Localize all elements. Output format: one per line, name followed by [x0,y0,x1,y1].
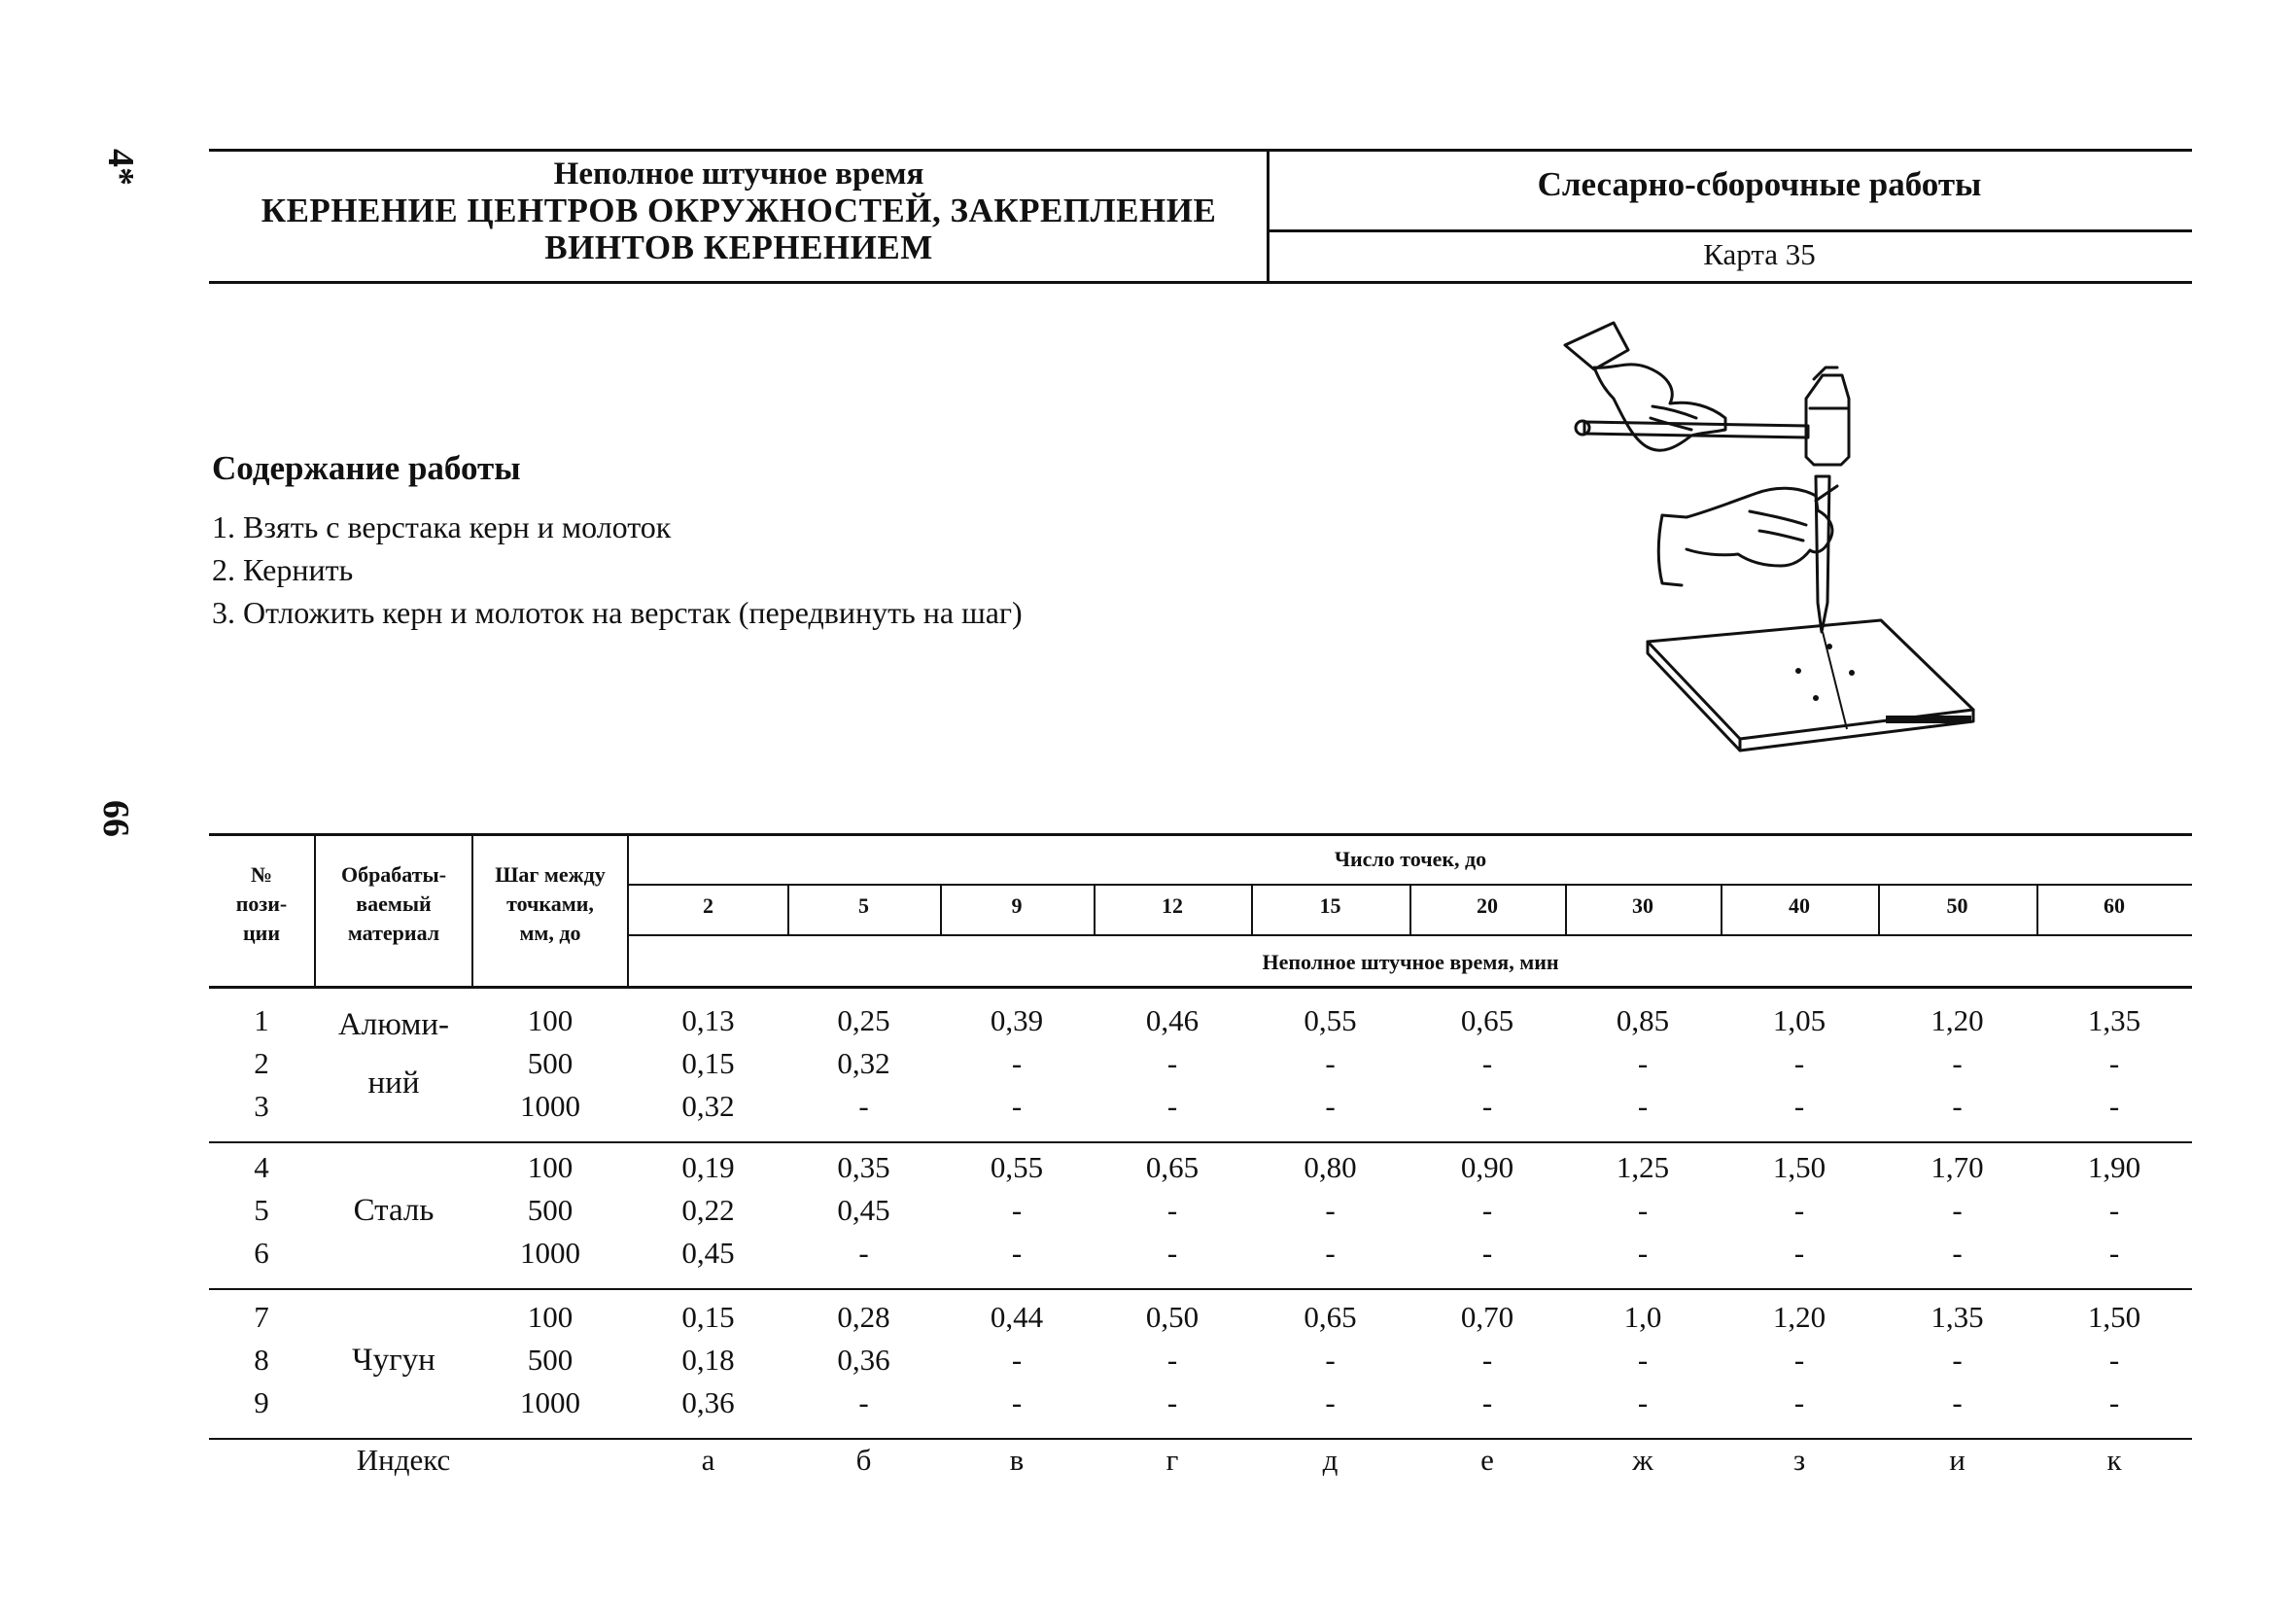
time-value: 0,45 [681,1236,735,1270]
time-value: 0,28 [837,1300,890,1334]
content-step: 2. Кернить [212,552,354,587]
content-step: 3. Отложить керн и молоток на верстак (передвинуть на шаг) [212,595,1023,630]
time-value: - [2108,1385,2120,1419]
index-letter: в [1009,1443,1025,1477]
time-value: 0,15 [681,1300,735,1334]
row-step: 100 [527,1150,574,1184]
index-letter: б [855,1443,872,1477]
time-value: - [1166,1343,1178,1377]
header-point-count: 15 [1319,893,1341,918]
header-point-count: 20 [1477,893,1498,918]
header-point-count: 5 [858,893,869,918]
row-step: 100 [527,1300,574,1334]
time-value: 0,36 [681,1385,735,1419]
time-value: - [1166,1385,1178,1419]
header-step-line: Шаг между [495,862,606,887]
table-vline [2036,885,2038,935]
time-value: 1,50 [1772,1150,1826,1184]
time-value: - [1325,1385,1336,1419]
table-vline [1251,885,1253,935]
time-value: - [1011,1236,1023,1270]
row-step: 1000 [520,1385,580,1419]
time-value: 1,25 [1616,1150,1670,1184]
table-header-rule [209,986,2192,989]
header-point-count: 40 [1789,893,1810,918]
group-rule [209,1438,2192,1440]
row-step: 1000 [520,1236,580,1270]
header-step-line: мм, до [519,921,581,945]
time-value: 0,19 [681,1150,735,1184]
time-value: 0,15 [681,1046,735,1080]
content-title: Содержание работы [212,449,521,487]
header-card: Карта 35 [1703,237,1816,271]
time-value: 0,25 [837,1003,890,1037]
index-letter: е [1480,1443,1494,1477]
time-value: 0,22 [681,1193,735,1227]
index-letter: д [1322,1443,1339,1477]
time-value: - [1637,1385,1649,1419]
time-value: - [1166,1193,1178,1227]
time-value: 0,36 [837,1343,890,1377]
table-vline [940,885,942,935]
time-value: - [1793,1385,1805,1419]
header-point-count: 9 [1011,893,1023,918]
time-value: 0,80 [1304,1150,1357,1184]
time-value: 1,90 [2087,1150,2141,1184]
header-point-count: 60 [2104,893,2125,918]
time-value: - [1637,1193,1649,1227]
table-vline [1878,885,1880,935]
header-title-line2: ВИНТОВ КЕРНЕНИЕМ [544,228,933,266]
time-value: - [1011,1046,1023,1080]
time-value: - [1011,1089,1023,1123]
time-value: - [1481,1343,1493,1377]
time-value: - [1637,1089,1649,1123]
time-value: 1,50 [2087,1300,2141,1334]
header-material-line: Обрабаты- [340,862,447,887]
time-value: - [1952,1343,1963,1377]
time-value: - [1481,1236,1493,1270]
header-point-count: 30 [1632,893,1653,918]
time-value: - [1166,1089,1178,1123]
time-value: - [1952,1046,1963,1080]
header-top-rule [209,149,2192,152]
time-value: - [1325,1236,1336,1270]
header-position-line: № [250,862,273,887]
row-position: 6 [254,1236,269,1270]
time-value: - [1793,1046,1805,1080]
row-position: 4 [254,1150,269,1184]
index-letter: и [1949,1443,1966,1477]
time-value: - [1325,1089,1336,1123]
time-value: 0,85 [1616,1003,1670,1037]
content-steps [212,506,1023,634]
table-vline [1409,885,1411,935]
table-vline [1565,885,1567,935]
center-punching-illustration [1555,311,2022,758]
material-label: Чугун [352,1343,435,1378]
time-value: 0,65 [1460,1003,1514,1037]
time-value: - [858,1236,869,1270]
time-value: 1,20 [1931,1003,1984,1037]
row-position: 3 [254,1089,269,1123]
row-step: 500 [527,1343,574,1377]
header-section: Слесарно-сборочные работы [1537,165,1982,203]
time-value: 0,32 [837,1046,890,1080]
material-label: Алюми- [337,1007,450,1042]
time-value: - [1793,1089,1805,1123]
header-point-count: 50 [1946,893,1968,918]
header-subtitle: Неполное штучное время [553,157,924,192]
time-norms-table [209,833,2192,1494]
index-letter: з [1792,1443,1806,1477]
index-letter: к [2106,1443,2122,1477]
header-point-count: 2 [703,893,713,918]
header-points: Число точек, до [1334,847,1487,871]
time-value: 0,13 [681,1003,735,1037]
time-value: - [2108,1089,2120,1123]
time-value: 0,39 [990,1003,1044,1037]
time-value: 0,65 [1145,1150,1200,1184]
header-material-line: материал [347,921,440,945]
time-value: - [1952,1236,1963,1270]
index-letter: ж [1632,1443,1653,1477]
table-vline [1721,885,1722,935]
header-bottom-rule [209,281,2192,284]
time-value: - [1952,1193,1963,1227]
row-position: 5 [254,1193,269,1227]
row-step: 500 [527,1046,574,1080]
row-step: 100 [527,1003,574,1037]
table-vline [787,885,789,935]
time-value: - [1793,1193,1805,1227]
time-value: - [2108,1343,2120,1377]
time-value: - [1166,1046,1178,1080]
index-letter: г [1165,1443,1179,1477]
header-right-rule [1267,229,2192,232]
time-value: - [1793,1236,1805,1270]
content-step: 1. Взять с верстака керн и молоток [212,509,672,544]
time-value: - [1011,1343,1023,1377]
time-value: 0,18 [681,1343,735,1377]
time-value: 0,35 [837,1150,890,1184]
time-value: - [1952,1089,1963,1123]
time-value: - [1637,1236,1649,1270]
time-value: 1,05 [1772,1003,1826,1037]
index-letter: а [701,1443,715,1477]
time-value: 0,65 [1304,1300,1357,1334]
time-value: - [1481,1089,1493,1123]
time-value: - [2108,1193,2120,1227]
time-value: - [1325,1343,1336,1377]
time-value: 1,0 [1623,1300,1662,1334]
header-title-block [209,156,1269,266]
time-value: 0,50 [1145,1300,1200,1334]
time-value: - [1481,1385,1493,1419]
group-rule [209,1288,2192,1290]
time-value: 1,35 [2087,1003,2141,1037]
time-value: 0,55 [1304,1003,1357,1037]
table-top-rule [209,833,2192,836]
material-label: ний [367,1066,420,1101]
material-label: Сталь [353,1193,435,1228]
time-value: - [1325,1046,1336,1080]
time-value: - [1637,1343,1649,1377]
header-time: Неполное штучное время, мин [1262,950,1559,974]
time-value: - [1011,1385,1023,1419]
header-position [209,860,314,948]
time-value: - [858,1385,869,1419]
row-position: 1 [254,1003,269,1037]
time-value: 0,55 [990,1150,1044,1184]
header-point-count: 12 [1162,893,1183,918]
row-position: 9 [254,1385,269,1419]
time-value: 0,90 [1460,1150,1514,1184]
header-step [473,860,627,948]
time-value: 0,46 [1145,1003,1200,1037]
group-rule [209,1141,2192,1143]
side-marker: 4* [100,149,141,186]
time-value: - [1793,1343,1805,1377]
header-material-line: ваемый [356,891,432,916]
index-label: Индекс [356,1443,451,1477]
time-value: - [1952,1385,1963,1419]
time-value: - [1325,1193,1336,1227]
header-position-line: ции [242,921,281,945]
row-position: 2 [254,1046,269,1080]
page-number: 66 [95,800,136,837]
time-value: 0,70 [1460,1300,1514,1334]
time-value: 1,35 [1931,1300,1984,1334]
header-material [316,860,471,948]
time-value: - [1166,1236,1178,1270]
row-step: 1000 [520,1089,580,1123]
time-value: 0,44 [990,1300,1044,1334]
time-value: 0,32 [681,1089,735,1123]
row-step: 500 [527,1193,574,1227]
time-value: - [1637,1046,1649,1080]
time-value: - [1481,1046,1493,1080]
time-value: - [1011,1193,1023,1227]
header-step-line: точками, [506,891,594,916]
time-value: 1,20 [1772,1300,1826,1334]
time-value: - [858,1089,869,1123]
row-position: 7 [254,1300,269,1334]
time-value: 1,70 [1931,1150,1984,1184]
time-value: 0,45 [837,1193,890,1227]
row-position: 8 [254,1343,269,1377]
time-value: - [1481,1193,1493,1227]
header-position-line: пози- [235,891,288,916]
table-vline [1094,885,1096,935]
header-title-line1: КЕРНЕНИЕ ЦЕНТРОВ ОКРУЖНОСТЕЙ, ЗАКРЕПЛЕНИЕ [261,192,1217,229]
time-value: - [2108,1236,2120,1270]
time-value: - [2108,1046,2120,1080]
